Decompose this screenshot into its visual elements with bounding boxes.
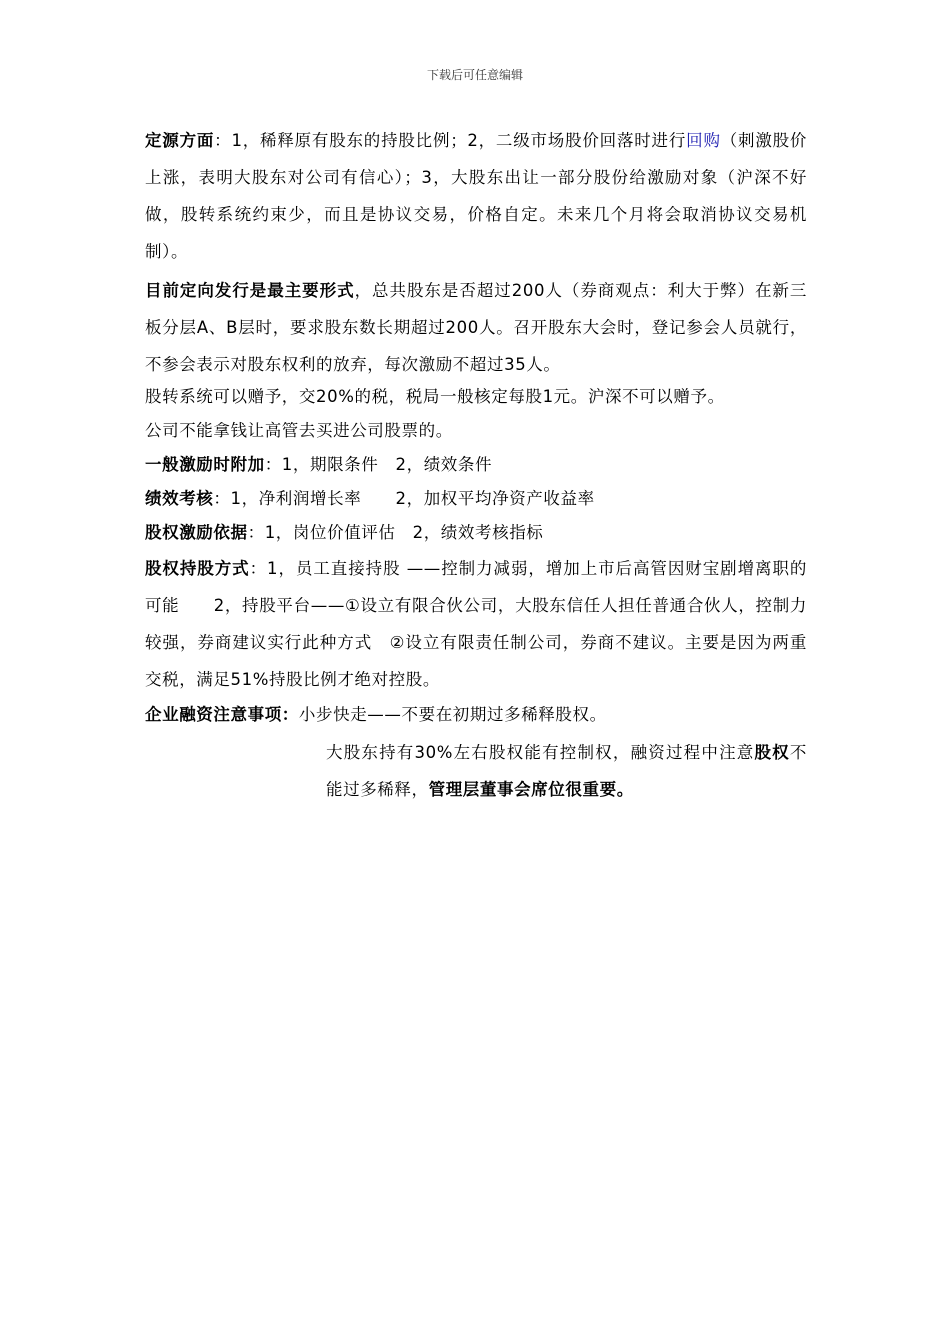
control-rights-bold-2: 管理层董事会席位很重要。 xyxy=(428,780,634,799)
performance-review-text: ：1，净利润增长率 2，加权平均净资产收益率 xyxy=(213,489,595,508)
paragraph-financing-notes xyxy=(145,698,807,732)
paragraph-incentive-basis xyxy=(145,516,807,550)
control-rights-bold-1: 股权 xyxy=(754,743,790,762)
heading-incentive-basis: 股权激励依据 xyxy=(145,523,248,542)
heading-dingyuan: 定源方面 xyxy=(145,131,215,150)
heading-directed-issuance: 目前定向发行是最主要形式 xyxy=(145,281,355,300)
heading-holding-method: 股权持股方式 xyxy=(145,559,250,578)
buyback-link[interactable]: 回购 xyxy=(686,131,721,150)
page-header: 下载后可任意编辑 xyxy=(426,68,523,82)
control-rights-text-2: 不能过多稀释， xyxy=(326,743,807,799)
dingyuan-text-2: （刺激股价上涨，表明大股东对公司有信心）；3，大股东出让一部分股份给激励对象（沪深不好做，股转系统约束少，而且是协议交易，价格自定。未来几个月将会取消协议交易机制）。 xyxy=(145,131,808,261)
heading-performance-review: 绩效考核 xyxy=(145,489,214,508)
document-body xyxy=(145,122,807,808)
paragraph-holding-method xyxy=(145,550,807,698)
paragraph-control-rights xyxy=(145,734,807,808)
paragraph-gift-tax: 股转系统可以赠予，交20%的税，税局一般核定每股1元。沪深不可以赠予。 xyxy=(145,387,725,406)
heading-incentive-conditions: 一般激励时附加 xyxy=(145,455,265,474)
paragraph-incentive-conditions xyxy=(145,448,807,482)
incentive-basis-text: ：1，岗位价值评估 2，绩效考核指标 xyxy=(247,523,544,542)
holding-method-text: ：1，员工直接持股 ——控制力减弱，增加上市后高管因财宝剧增离职的可能 2，持股平台——①设立有限合伙公司，大股东信任人担任普通合伙人，控制力较强，券商建议实行此种方式 ②设立有限责任制公司，券商不建议。主要是因为两重交税，满足51%持股比例才绝对控股。 xyxy=(145,559,807,689)
directed-issuance-text: ，总共股东是否超过200人（券商观点：利大于弊）在新三板分层A、B层时，要求股东数长期超过200人。召开股东大会时，登记参会人员就行，不参会表示对股东权利的放弃，每次激励不超过35人。 xyxy=(145,281,808,374)
paragraph-dingyuan xyxy=(145,122,807,270)
incentive-conditions-text: ：1，期限条件 2，绩效条件 xyxy=(264,455,493,474)
control-rights-text-1: 大股东持有30%左右股权能有控制权，融资过程中注意 xyxy=(326,743,755,762)
financing-notes-text: 小步快走——不要在初期过多稀释股权。 xyxy=(298,705,607,724)
heading-financing-notes: 企业融资注意事项： xyxy=(145,705,299,724)
dingyuan-text-1: ：1，稀释原有股东的持股比例；2，二级市场股价回落时进行 xyxy=(214,131,687,150)
paragraph-performance-review xyxy=(145,482,807,516)
paragraph-directed-issuance xyxy=(145,272,807,383)
paragraph-no-company-funds: 公司不能拿钱让高管去买进公司股票的。 xyxy=(145,421,453,440)
